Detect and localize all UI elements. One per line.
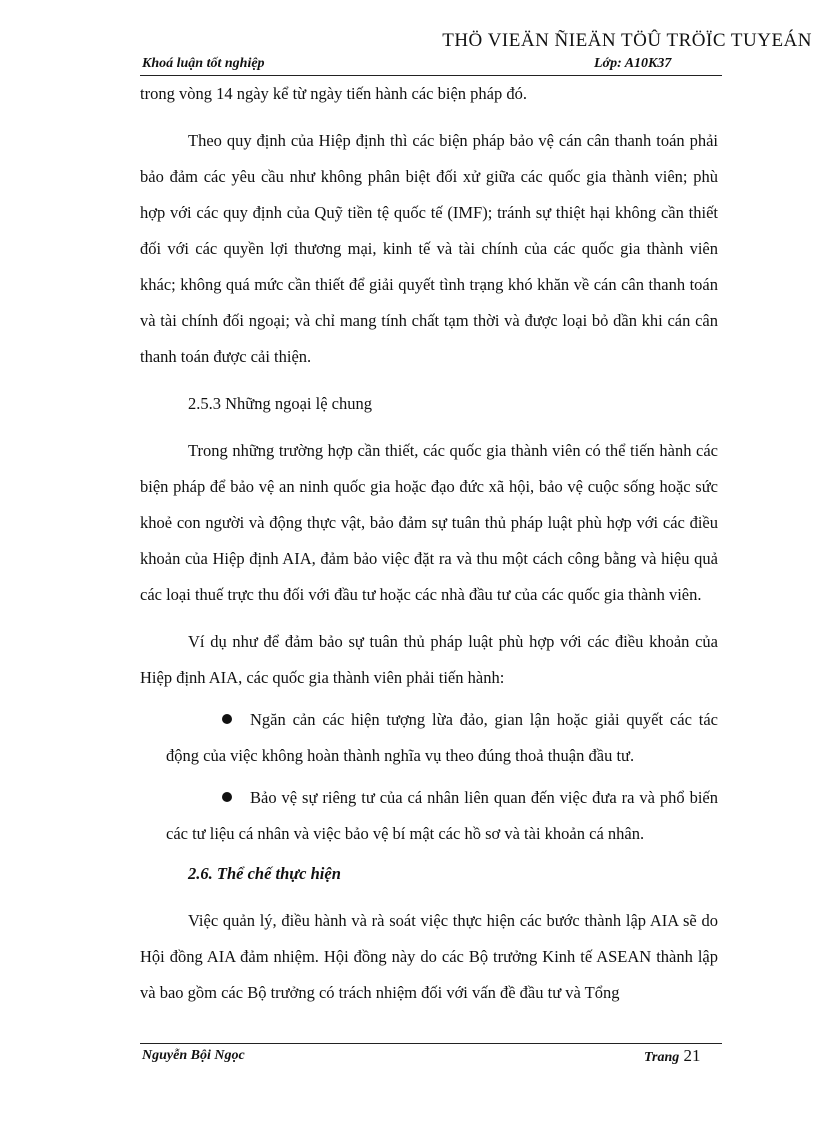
- bullet-dot-icon: [222, 792, 232, 802]
- footer-page-indicator: [644, 1046, 701, 1066]
- footer-page-label: Trang: [644, 1050, 680, 1065]
- paragraph-example: Ví dụ như để đảm bảo sự tuân thủ pháp luật phù hợp với các điều khoản của Hiệp định AIA, các quốc gia thành viên phải tiến hành:: [140, 632, 718, 687]
- paragraph-balance-of-payments: Theo quy định của Hiệp định thì các biện pháp bảo vệ cán cân thanh toán phải bảo đảm các yêu cầu như không phân biệt đối xử giữa các quốc gia thành viên; phù hợp với các quy định của Quỹ tiền tệ quốc tế (IMF); tránh sự thiệt hại không cần thiết đối với các quyền lợi thương mại, kinh tế và tài chính của các quốc gia thành viên khác; không quá mức cần thiết để giải quyết tình trạng khó khăn về cán cân thanh toán và tài chính đối ngoại; và chỉ mang tính chất tạm thời và được loại bỏ dần khi cán cân thanh toán được cải thiện.: [140, 131, 718, 366]
- bullet-dot-icon: [222, 714, 232, 724]
- paragraph-implementation: Việc quản lý, điều hành và rà soát việc thực hiện các bước thành lập AIA sẽ do Hội đồng AIA đảm nhiệm. Hội đồng này do các Bộ trưởng Kinh tế ASEAN thành lập và bao gồm các Bộ trưởng có trách nhiệm đối với vấn đề đầu tư và Tổng: [140, 911, 718, 1002]
- paragraph-continuation: trong vòng 14 ngày kể từ ngày tiến hành các biện pháp đó.: [140, 84, 527, 103]
- paragraph-general-exceptions: Trong những trường hợp cần thiết, các quốc gia thành viên có thể tiến hành các biện pháp để bảo vệ an ninh quốc gia hoặc đạo đức xã hội, bảo vệ cuộc sống hoặc sức khoẻ con người và động thực vật, bảo đảm sự tuân thủ pháp luật phù hợp với các điều khoản của Hiệp định AIA, đảm bảo việc đặt ra và thu một cách công bằng và hiệu quả các loại thuế trực thu đối với đầu tư hoặc các nhà đầu tư của các quốc gia thành viên.: [140, 441, 718, 604]
- footer-page-number: 21: [683, 1046, 701, 1065]
- footer-author: Nguyễn Bội Ngọc: [142, 1048, 245, 1063]
- header-class-label: Lớp: A10K37: [594, 56, 672, 71]
- page-body: [140, 76, 718, 1011]
- header-thesis-label: Khoá luận tốt nghiệp: [142, 56, 265, 71]
- watermark-text: THÖ VIEÄN ÑIEÄN TÖÛ TRÖÏC TUYEÁN: [442, 30, 812, 51]
- footer-divider: [140, 1043, 722, 1044]
- bullet-item-fraud: [140, 702, 718, 774]
- section-heading-2-6: 2.6. Thể chế thực hiện: [188, 864, 341, 883]
- bullet-item-privacy: [140, 780, 718, 852]
- section-heading-2-5-3: 2.5.3 Những ngoại lệ chung: [188, 394, 372, 413]
- bullet-text: Bảo vệ sự riêng tư của cá nhân liên quan đến việc đưa ra và phổ biến các tư liệu cá nhân và việc bảo vệ bí mật các hồ sơ và tài khoản cá nhân.: [166, 788, 718, 843]
- bullet-text: Ngăn cản các hiện tượng lừa đảo, gian lận hoặc giải quyết các tác động của việc không hoàn thành nghĩa vụ theo đúng thoả thuận đầu tư.: [166, 710, 718, 765]
